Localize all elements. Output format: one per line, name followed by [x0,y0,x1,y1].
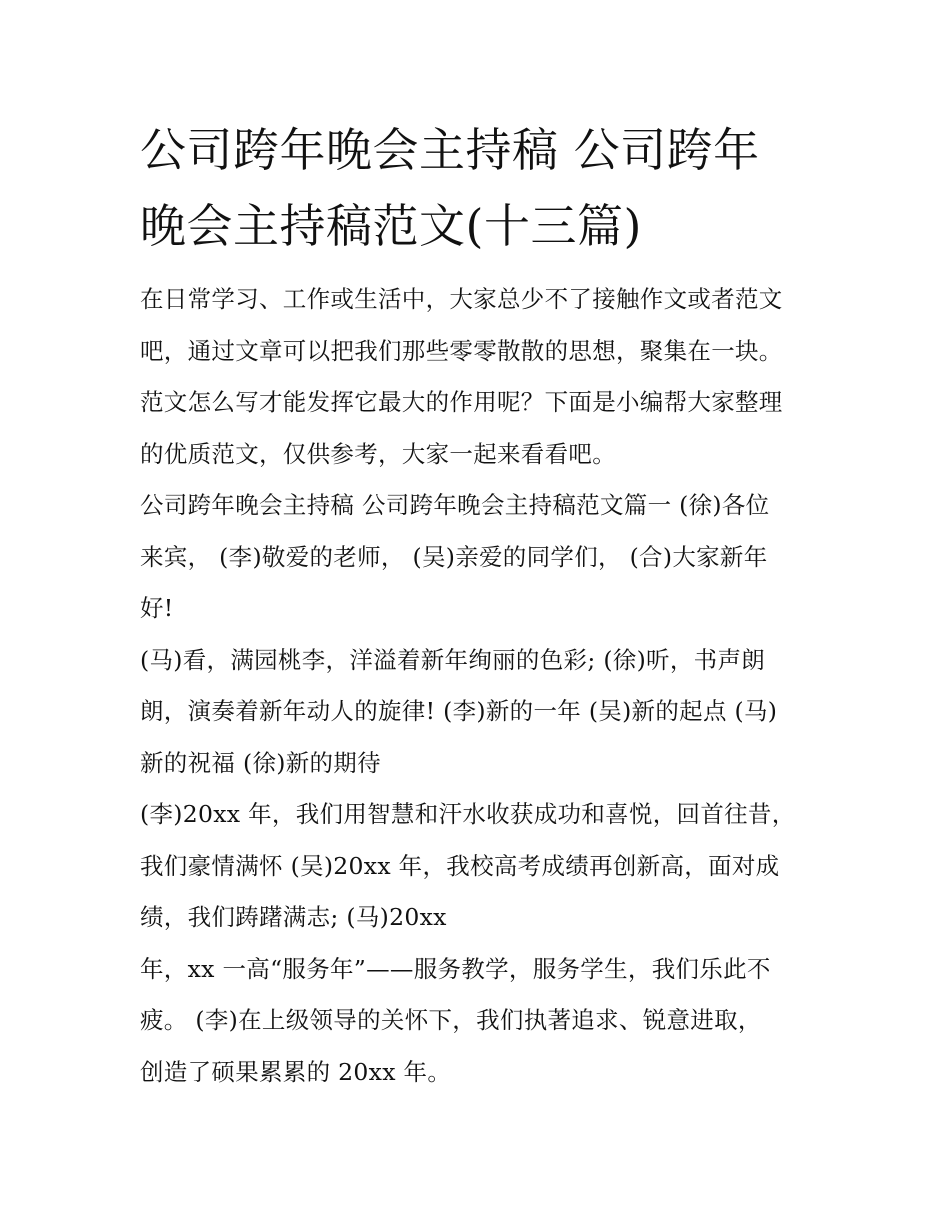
text-line: 疲。 (李)在上级领导的关怀下，我们执著追求、锐意进取， [140,1006,762,1034]
text-line: 在日常学习、工作或生活中，大家总少不了接触作文或者范文 [140,285,783,313]
text-line: (李)20xx 年，我们用智慧和汗水收获成功和喜悦，回首往昔， [140,800,796,828]
title-line: 公司跨年晚会主持稿 公司跨年 [140,123,760,177]
text-line: 年，xx 一高“服务年”——服务教学，服务学生，我们乐此不 [140,954,771,983]
text-line: 的优质范文，仅供参考，大家一起来看看吧。 [140,439,616,468]
text-line: 公司跨年晚会主持稿 公司跨年晚会主持稿范文篇一 (徐)各位 [140,491,770,519]
document-title [140,112,820,264]
text-line: 来宾， (李)敬爱的老师， (吴)亲爱的同学们， (合)大家新年 [140,542,768,571]
body-paragraph [140,480,820,635]
text-line: 创造了硕果累累的 20xx 年。 [140,1057,452,1086]
text-line: 新的祝福 (徐)新的期待 [140,748,381,777]
text-line: 我们豪情满怀 (吴)20xx 年，我校高考成绩再创新高，面对成 [140,851,780,880]
text-line: 吧，通过文章可以把我们那些零零散散的思想，聚集在一块。 [140,336,783,365]
text-line: (马)看，满园桃李，洋溢着新年绚丽的色彩; (徐)听，书声朗 [140,645,766,674]
body-paragraph [140,635,820,790]
intro-paragraph [140,274,820,480]
text-line: 好! [140,594,174,622]
document-body [140,112,820,1098]
text-line: 朗，演奏着新年动人的旋律! (李)新的一年 (吴)新的起点 (马) [140,697,778,725]
body-paragraph [140,944,820,1099]
title-line: 晚会主持稿范文(十三篇) [140,199,642,253]
body-paragraph [140,789,820,944]
text-line: 绩，我们踌躇满志; (马)20xx [140,903,447,931]
text-line: 范文怎么写才能发挥它最大的作用呢？下面是小编帮大家整理 [140,388,783,416]
